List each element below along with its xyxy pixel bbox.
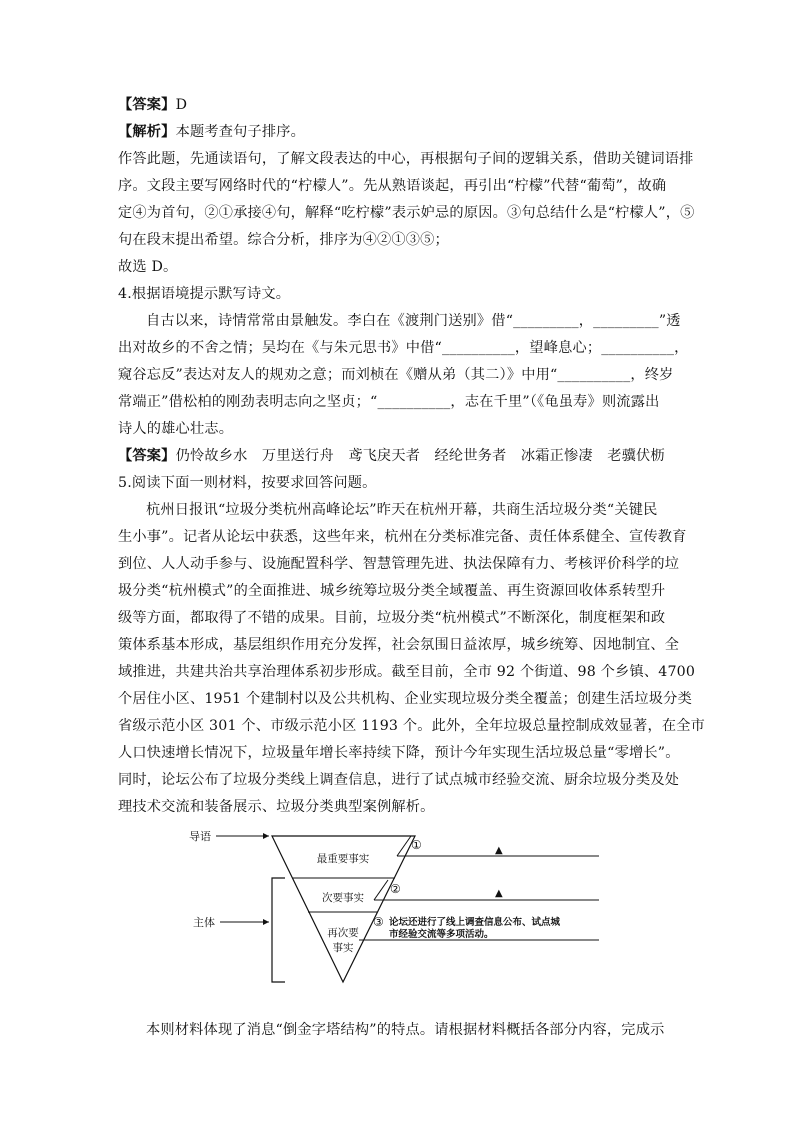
blank-marker-1: ▲ — [495, 845, 503, 856]
body-arrowhead — [263, 919, 269, 925]
analysis-text-line: 定④为首句，②①承接④句，解释“吃柠檬”表示妒忌的原因。③句总结什么是“柠檬人”，⑤ — [118, 205, 695, 221]
mark-2: ② — [390, 882, 401, 896]
answer-label: 【答案】 — [118, 448, 176, 464]
lead-arrowhead — [263, 833, 269, 839]
body-bracket — [272, 878, 285, 982]
question-5-line: 人口快速增长情况下，垃圾量年增长率持续下降，预计今年实现生活垃圾总量“零增长”。 — [118, 745, 680, 761]
branch-2-connector — [374, 880, 388, 900]
branch-1-connector — [397, 836, 411, 856]
question-4-line: 出对故乡的不舍之情；吴均在《与朱元思书》中借“__________，望峰息心；__________， — [118, 340, 689, 356]
question-5-line: 同时，论坛公布了垃圾分类线上调查信息，进行了试点城市经验交流、厨余垃圾分类及处 — [118, 772, 680, 788]
level-2-label: 次要事实 — [322, 892, 364, 904]
mark-1: ① — [411, 838, 422, 852]
analysis-label: 【解析】 — [118, 124, 176, 140]
level-1-label: 最重要事实 — [316, 853, 370, 865]
question-5-line: 省级示范小区 301 个、市级示范小区 1193 个。此外，全年垃圾总量控制成效显著，在全市 — [118, 718, 705, 734]
question-5-title: 5.阅读下面一则材料，按要求回答问题。 — [118, 475, 377, 491]
analysis-text-line: 故选 D。 — [118, 259, 178, 275]
level-3-label-line-2: 事实 — [332, 942, 354, 954]
question-5-line: 理技术交流和装备展示、垃圾分类典型案例解析。 — [118, 799, 435, 815]
answer-line — [118, 95, 187, 115]
question-5-line: 策体系基本形成，基层组织作用充分发挥，社会氛围日益浓厚，城乡统筹、因地制宜、全 — [118, 637, 680, 653]
analysis-text-line: 句在段末提出希望。综合分析，排序为④②①③⑤； — [118, 232, 449, 248]
note-line-2: 市经验交流等多项活动。 — [389, 929, 494, 940]
inverted-pyramid-diagram — [185, 822, 625, 992]
analysis-intro: 本题考查句子排序。 — [175, 124, 306, 140]
question-4-answer — [118, 446, 665, 466]
analysis-text-line: 序。文段主要写网络时代的“柠檬人”。先从熟语谈起，再引出“柠檬”代替“葡萄”，故确 — [118, 178, 667, 194]
question-4-line: 常端正”借松柏的刚劲表明志向之坚贞；“__________，志在千里”（《龟虽寿》则流露出 — [118, 394, 660, 410]
question-4-line: 窥谷忘反”表达对友人的规劝之意；而刘桢在《赠从弟（其二）》中用“__________，终岁 — [118, 367, 674, 383]
mark-3: ③ — [373, 915, 384, 929]
question-4-line: 自古以来，诗情常常由景触发。李白在《渡荆门送别》借“_________，_________”透 — [146, 313, 681, 329]
question-5-footer-line: 本则材料体现了消息“倒金字塔结构”的特点。请根据材料概括各部分内容，完成示 — [146, 1022, 665, 1038]
question-5-line: 个居住小区、1951 个建制村以及公共机构、企业实现垃圾分类全覆盖；创建生活垃圾分类 — [118, 691, 692, 707]
answer-value: D — [175, 97, 188, 113]
question-5-line: 圾分类“杭州模式”的全面推进、城乡统筹垃圾分类全域覆盖、再生资源回收体系转型升 — [118, 583, 666, 599]
question-4-title: 4.根据语境提示默写诗文。 — [118, 286, 291, 302]
answer-label: 【答案】 — [118, 97, 176, 113]
question-4-line: 诗人的雄心壮志。 — [118, 421, 234, 437]
lead-label: 导语 — [189, 830, 211, 843]
question-5-line: 生小事”。记者从论坛中获悉，这些年来，杭州在分类标准完备、责任体系健全、宣传教育 — [118, 529, 687, 545]
question-5-line: 杭州日报讯“垃圾分类杭州高峰论坛”昨天在杭州开幕，共商生活垃圾分类“关键民 — [146, 502, 658, 518]
question-5-line: 级等方面，都取得了不错的成果。目前，垃圾分类“杭州模式”不断深化，制度框架和政 — [118, 610, 666, 626]
blank-marker-2: ▲ — [495, 888, 503, 899]
answer-text: 仍怜故乡水 万里送行舟 鸢飞戾天者 经纶世务者 冰霜正惨凄 老骥伏枥 — [175, 448, 665, 464]
analysis-line — [118, 122, 305, 142]
question-5-line: 到位、人人动手参与、设施配置科学、智慧管理先进、执法保障有力、考核评价科学的垃 — [118, 556, 680, 572]
question-5-line: 域推进，共建共治共享治理体系初步形成。截至目前，全市 92 个街道、98 个乡镇、4700 — [118, 664, 696, 680]
note-line-1: 论坛还进行了线上调查信息公布、试点城 — [389, 917, 561, 928]
analysis-text-line: 作答此题，先通读语句，了解文段表达的中心，再根据句子间的逻辑关系，借助关键词语排 — [118, 151, 694, 167]
level-3-label-line-1: 再次要 — [327, 927, 359, 939]
body-label: 主体 — [193, 916, 215, 929]
